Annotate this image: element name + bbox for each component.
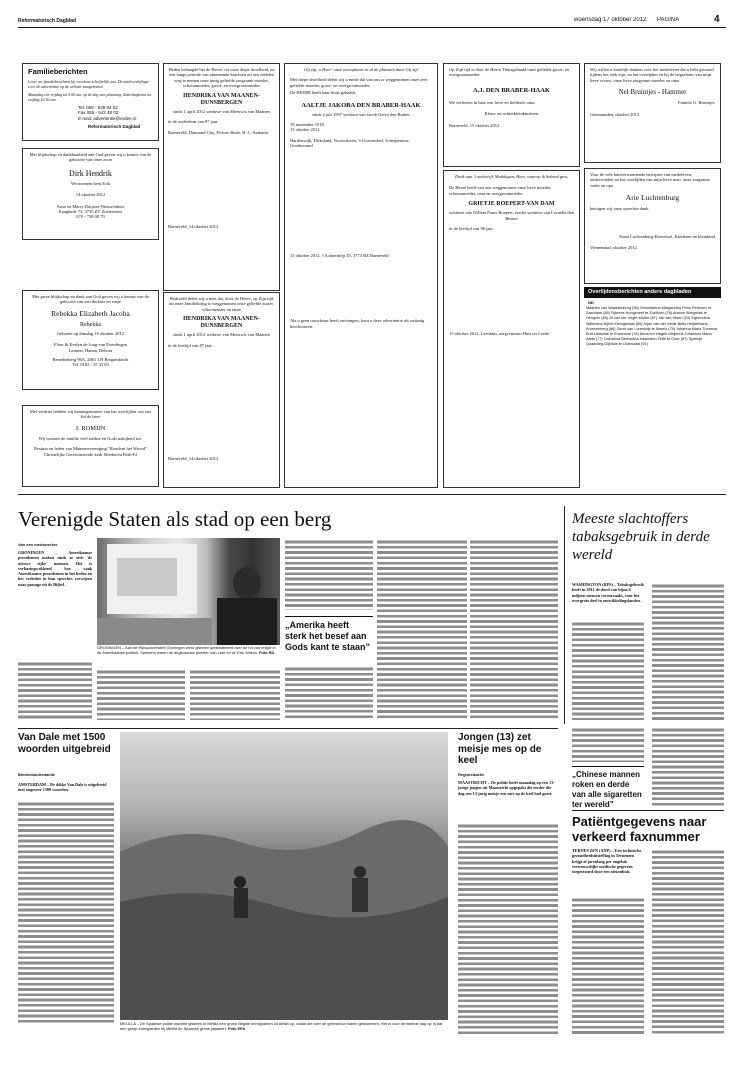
dirk-intro: Met blijdschap en dankbaarheid aan God geven wij u kennis van de geboorte van onze zoon [29, 152, 152, 163]
melilla-photo [120, 732, 448, 1020]
melilla-caption [120, 1022, 448, 1036]
grietje-intro: De Heere heeft van ons weggenomen onze lieve moeder, schoonmoeder, oma en overgrootmoeder [449, 185, 552, 196]
arie-sub: betuigen wij onze oprechte dank. [590, 206, 650, 212]
familie-intro: Lever uw familieberichten bij voorkeur schriftelijk aan. De aanleverbijlage voor de advertentie op de website aangeleverd. [28, 79, 149, 89]
hendrika2-since: sinds 1 april 2012 weduwe van Meeuwis van Maanen [173, 332, 270, 338]
hendrika1-name: HENDRIKA VAN MAANEN-DUNSBERGEN [183, 92, 260, 106]
familieberichten-info [22, 63, 159, 141]
aaltje-since: sinds 4 juli 1997 weduwe van Jacob Gerrit den Braber [312, 111, 410, 117]
rebekka-date: Geboren op dinsdag 16 oktober 2012 [57, 330, 124, 336]
hendrika1-age: in de ouderdom van 87 jaar. [168, 119, 219, 125]
hendrika2-closing: Barneveld, 14 oktober 2012 [168, 456, 219, 462]
hero-caption [97, 646, 280, 664]
overlijdens-sub: ND [588, 300, 594, 305]
rebekka-name: Rebekka Elizabeth Jacoba [51, 308, 130, 318]
nel-text: Wij willen u hartelijk danken voor het medeleven dat u hebt getoond tijdens het ziek zijn, na het overlijden en bij de begrafenis van mijn lieve vrouw, onze lieve zorgzame moeder en oma [590, 67, 714, 83]
hero-photo [97, 538, 280, 645]
rebekka-parents: Floor & Evelyn de Jong-van Everdingen [53, 342, 128, 348]
grietje-name: GRIETJE ROEPERT-VAN DAM [468, 201, 555, 208]
aaltje-name: AALTJE JAKOBA DEN BRABER-HAAK [301, 101, 421, 109]
melilla-credit: Foto EPA [227, 1025, 246, 1031]
hero-byline: Van een medewerker [18, 542, 58, 547]
hero-col-1 [18, 550, 92, 655]
jongen-byline: Regioredactie [458, 772, 485, 777]
death-ad-hendrika-2 [163, 292, 280, 488]
overlijdens-list: Maarten van Waardenburg (96) Gennadiena Margaretha Prins-Petersen te Zaandam (88) Sijbrens Hoogeveef te Zuidhorn (78) Antoon Wiegmink te Hengelo (85) Jo van der Vegte-Molter (87) Jan van Steen (93) Egbertdina Willemina Nijhof-Kleingenaar (89) Arjan van der Velde Betty Heijdemans-Kroesenberg (86) Gerrit van Lorentzijk te Almelo (79) Johanna Maria Theresia Butt-Lassinkk te Enschede (76) Anna ten Hagen-Meijerink Johannes Maria Aarts (77) Catharina Bernadina Kasteelen-Tette te Goor (87) Sjoerdje Quadvlieg-Dijkhuis te Oldenzaal (91) [586, 306, 717, 347]
hero-body-col-3 [190, 668, 280, 720]
jongen-body [458, 822, 558, 1034]
arie-closing: Veenendaal, oktober 2012 [590, 245, 637, 251]
hendrika1-closing: Barneveld, 14 oktober 2012 [168, 224, 219, 230]
death-ad-aaltje [284, 63, 438, 488]
romijn-name: J. ROMIJN [75, 424, 106, 432]
aaltje-verse: Gij zijt, o Heer! onze woonplaats in al de plaatsen daar Gij zijt [304, 67, 418, 72]
familie-fax: Fax 055 - 542 48 02 [78, 110, 119, 116]
dirk-nick: We noemen hem Erik [71, 180, 110, 186]
tobacco-body-2 [652, 582, 724, 720]
page-date: woensdag 17 oktober 2012 [574, 17, 647, 23]
page-header [18, 14, 726, 28]
page-label: PAGINA [657, 17, 680, 23]
braber-sign: Klein- en achterkleinkinderen [484, 111, 539, 117]
thanks-ad-arie [584, 168, 721, 284]
dirk-date: 14 oktober 2012 [75, 192, 106, 198]
nel-closing: Genemuiden, oktober 2012 [590, 111, 640, 117]
speaker-head [233, 567, 261, 599]
aaltje-died: 15 oktober 2012 [290, 127, 320, 133]
tobacco-quote: „Chinese mannen roken en derde van alle sigaretten ter wereld” [572, 766, 644, 810]
overlijdens-box [584, 287, 721, 488]
familie-tel: Tel. 055 - 539 84 02 [78, 105, 118, 110]
dirk-name: Dirk Hendrik [69, 168, 112, 178]
aaltje-born: 19 november 1918 [290, 122, 324, 128]
hendrika1-since: sinds 1 april 2012 weduwe van Meeuwis van Maanen [173, 108, 270, 114]
death-ad-braber [443, 63, 580, 167]
dirk-address: Kaagkade 73, 3735 ZV Zoetermeer [58, 209, 123, 215]
birth-ad-rebekka [22, 290, 159, 390]
hendrika2-name: HENDRIKA VAN MAANEN-DUNSBERGEN [183, 316, 260, 330]
fax-lead [572, 848, 644, 874]
speaker-body [217, 598, 277, 645]
dirk-parents: Arno en Marry Duijster-Nieuwenhuis [56, 203, 125, 209]
arie-sign: Tonia Luchtenburg-Hoevetsel, Kinderen en kleinkind [618, 233, 715, 239]
hero-body-col-7 [470, 538, 558, 720]
braber-sub: We verliezen in haar een lieve en liefdeole oma. [449, 99, 536, 105]
section-divider-2 [18, 728, 558, 729]
fax-body-1 [572, 896, 644, 1036]
tobacco-lead-text: WASHINGTON (RPS) – Tabaksgebruik heeft in 2011 de dood van bijna 6 miljoen mensen veroorzaakt, voor het overgrote deel in ontwikkelingslanden. [572, 582, 644, 603]
thanks-ad-nel [584, 63, 721, 163]
aaltje-family: Hardenwijk, Dirksland, Voorschoten, 's-Gravendeel, Scherpenisse, Goudswaard [290, 137, 410, 149]
nel-name: Nel Bruintjes - Hammer [618, 88, 687, 97]
aaltje-closing: Als u geen rouwkaart heeft ontvangen, kunt u deze advertentie als zodanig beschouwen. [290, 318, 425, 329]
arie-text: Voor de vele hartverwarmende bewijzen van medeleven, ondervonden na het overlijden van mijn lieve man, onze zorgzame vader en opa [590, 172, 710, 188]
condolence-ad-romijn [22, 405, 159, 487]
hendrika2-intro: Bedroefd delen wij u mee dat, door de Heere, op Zijn tijd uit onze familiekring is weggenomen onze geliefde zuster, schoonzuster en tante [168, 296, 275, 312]
jongen-lead [458, 780, 558, 796]
hendrika1-family: Barneveld, Diamond City, Picture Butte, H.-I.-Ambacht [168, 130, 269, 136]
hero-caption-text: GRONINGEN – Aan de Rijksuniversiteit Groningen werd gisteren gedebatteerd over de rol van religie in de Amerikaanse politiek. Sprekers waren de anglicaanse priester Van Leer en dr. Erin Wilson. [97, 646, 276, 655]
newspaper-name: Reformatorisch Dagblad [18, 18, 77, 24]
aaltje-address: 15 oktober 2012, 't Achterdorp 35, 3773 BZ Barneveld [290, 252, 389, 258]
vandale-byline: Binnenlandredactie [18, 772, 56, 777]
death-ad-hendrika-1 [163, 63, 280, 291]
romijn-sign: Bestuur en leden van Mannenvereniging "Rondom het Woord" Christelijke Gereformeerde kerk Sliedrecht Beth-El [33, 446, 148, 457]
romijn-text: Wij wensen de familie veel sterkte en Gods nabijheid toe. [38, 435, 143, 441]
hero-headline: Verenigde Staten als stad op een berg [18, 507, 332, 531]
nel-sign: Familie G. Bruintjes [678, 100, 715, 106]
tobacco-body-4 [652, 726, 724, 806]
rebekka-address: Benedenberg 96A, 2861 LH Bergambacht [52, 357, 129, 363]
lectern [97, 618, 212, 645]
tobacco-body-1 [572, 620, 644, 720]
hero-quote: „Amerika heeft sterk het besef aan Gods kant te staan” [285, 616, 373, 653]
tobacco-headline: Meeste slachtoffers tabaksgebruik in derde wereld [572, 511, 710, 563]
page-number: 4 [714, 14, 720, 25]
hero-body-col-2 [97, 668, 185, 720]
familie-title: Familieberichten [28, 67, 88, 76]
hero-lead: GRONINGEN – Amerikaanse presidenten maken sinds ze zich 'de nieuwe rijke' noemen. Het is verbazingwekkend hoe vaak Amerikaanse presidenten in het heden en het verleden in hun speeches verwijzen naar passage uit de Bijbel. [18, 550, 92, 587]
officer-head [354, 866, 366, 878]
familie-deadline: Maandag t/m vrijdag tot 9.00 uur op de dag van plaatsing. Zaterdagkrant tot vrijdag 16.30 uur. [28, 92, 152, 102]
vandale-body [18, 800, 114, 1024]
foreground-grass [120, 893, 448, 1020]
section-divider [18, 494, 726, 495]
familie-email: E-mail: advertentie@erdee.nl [78, 115, 137, 121]
grietje-closing: 15 oktober 2012, Leerdam, zorgcentrum Huis ter Leede [449, 331, 550, 337]
section-divider-3 [572, 810, 724, 811]
vandale-headline: Van Dale met 1500 woorden uitgebreid [18, 732, 111, 755]
hero-body-col-4 [285, 538, 373, 610]
braber-name: A.J. DEN BRABER-HAAK [473, 86, 550, 94]
romijn-intro: Met verdriet hebben wij kennisgenomen van het overlijden van ons lid de heer [29, 409, 152, 420]
braber-text: Op Zijn tijd is door de Heere Thuisgehaald onze geliefde groot- en overgrootmoeder [449, 67, 570, 78]
aaltje-helper: De HEERE heeft haar thuis gehaald. [290, 90, 356, 96]
grietje-age: in de leeftijd van 96 jaar. [449, 226, 494, 232]
rebekka-tel: Tel. 0182 - 35 33 03 [72, 362, 109, 368]
person-head [234, 876, 246, 888]
melilla-caption-text: MELILLA – De Spaanse politie wachtte gisteren in Melilla een groep illegale immigranten uit Afrika op, nadat die over de grensmuur waren geklommen. Het is voor de tweede dag op rij dat een groep immigranten bij Melilla de Spaanse grens passeert. [120, 1022, 443, 1031]
officer-body [352, 878, 368, 912]
jongen-lead-text: MAASTRICHT – De politie heeft maandag op een 13-jarige jongen uit Maastricht opgepakt die eerder die dag een 13-jarig meisje een mes op de keel had gezet. [458, 780, 555, 796]
overlijdens-title: Overlijdensberichten andere dagbladen [584, 287, 721, 298]
rebekka-nick: Rebekka [80, 321, 101, 328]
death-ad-grietje [443, 170, 580, 488]
vandale-lead-text: AMSTERDAM – De dikke Van Dale is uitgebreid met ongeveer 1500 woorden. [18, 782, 107, 793]
tobacco-body-3 [572, 726, 644, 762]
hero-credit: Foto RD [259, 649, 275, 655]
fax-headline: Patiëntgegevens naar verkeerd faxnummer [572, 814, 707, 844]
hero-body-col-5 [285, 665, 373, 720]
arie-name: Arie Luchtenburg [625, 193, 680, 203]
fax-body-2 [652, 848, 724, 1036]
birth-ad-dirk [22, 148, 159, 240]
vandale-lead [18, 782, 114, 793]
grietje-verse: Denk aan 't onderrijk Maddagen, Heer, waarop ik bekend gint, [454, 174, 569, 179]
tobacco-lead [572, 582, 644, 603]
grietje-since: weduwe van Willem Frans Roepert, eerder weduwe van Cornelis den Besten [449, 210, 574, 221]
hendrika2-age: in de leeftijd van 87 jaar. [168, 342, 213, 348]
jongen-headline: Jongen (13) zet meisje mes op de keel [458, 732, 542, 766]
rebekka-intro: Met grote blijdschap en dank aan God geven wij u kennis van de geboorte van een dochter en zusje [32, 294, 149, 305]
braber-closing: Barneveld, 15 oktober 2012 [449, 122, 500, 128]
person-body [234, 888, 248, 918]
familie-logo: Reformatorisch Dagblad [88, 124, 141, 130]
melilla-photo-scene [120, 732, 448, 1020]
fax-lead-text: TERNEUZEN (ANP) – Een technische gezondheidsinstelling in Terneuzen krijgt al jarenlang per ongeluk vertrouwelijke medische gegevens toegestuurd door een ziekenhuis. [572, 848, 642, 875]
hero-body-col-1 [18, 660, 92, 720]
hendrika1-intro: Heden behaagde het de Heere, tot onze diepe droefheid, na een lange periode van afnemende krachten uit ons midden weg te nemen onze innig geliefde zorgzame moeder, schoonmoeder, groot- en overgrootmoeder [168, 67, 275, 89]
rebekka-kids: Lennert, Hanna, Debora [68, 347, 113, 353]
dirk-tel: 079 - 738 08 79 [76, 214, 105, 220]
column-rule [564, 506, 565, 724]
hero-body-col-6 [377, 538, 467, 720]
projected-map [117, 558, 177, 596]
hero-photo-scene [97, 538, 280, 645]
aaltje-intro: Met diepe droefheid delen wij u mede dat van ons is weggenomen onze zeer geliefde moeder, groot- en overgrootmoeder. [290, 77, 428, 88]
